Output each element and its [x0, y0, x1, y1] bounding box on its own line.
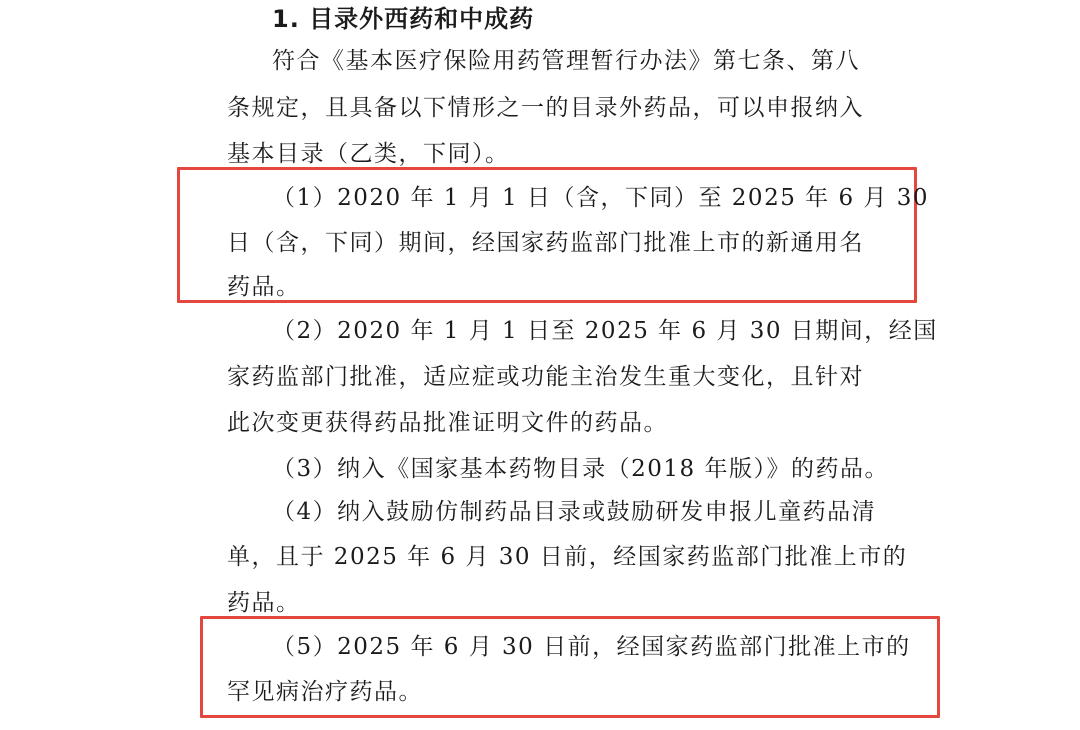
intro-line: 条规定，且具备以下情形之一的目录外药品，可以申报纳入 — [227, 95, 864, 121]
item-4-line: （4）纳入鼓励仿制药品目录或鼓励研发申报儿童药品清 — [272, 499, 877, 525]
item-1-line: 药品。 — [227, 274, 301, 300]
item-2-line: 家药监部门批准，适应症或功能主治发生重大变化，且针对 — [227, 364, 864, 390]
item-2-line: （2）2020 年 1 月 1 日至 2025 年 6 月 30 日期间，经国 — [272, 318, 938, 344]
item-2-line: 此次变更获得药品批准证明文件的药品。 — [227, 410, 668, 436]
item-1-line: 日（含，下同）期间，经国家药监部门批准上市的新通用名 — [227, 230, 864, 256]
item-1-line: （1）2020 年 1 月 1 日（含，下同）至 2025 年 6 月 30 — [272, 185, 929, 211]
item-4-line: 药品。 — [227, 590, 301, 616]
section-heading: 1. 目录外西药和中成药 — [272, 5, 535, 33]
intro-line: 符合《基本医疗保险用药管理暂行办法》第七条、第八 — [272, 48, 860, 74]
intro-line: 基本目录（乙类，下同）。 — [227, 141, 510, 167]
item-5-line: （5）2025 年 6 月 30 日前，经国家药监部门批准上市的 — [272, 634, 911, 660]
item-4-line: 单，且于 2025 年 6 月 30 日前，经国家药监部门批准上市的 — [227, 544, 908, 570]
item-3-line: （3）纳入《国家基本药物目录（2018 年版）》的药品。 — [272, 456, 889, 482]
item-5-line: 罕见病治疗药品。 — [227, 679, 423, 705]
